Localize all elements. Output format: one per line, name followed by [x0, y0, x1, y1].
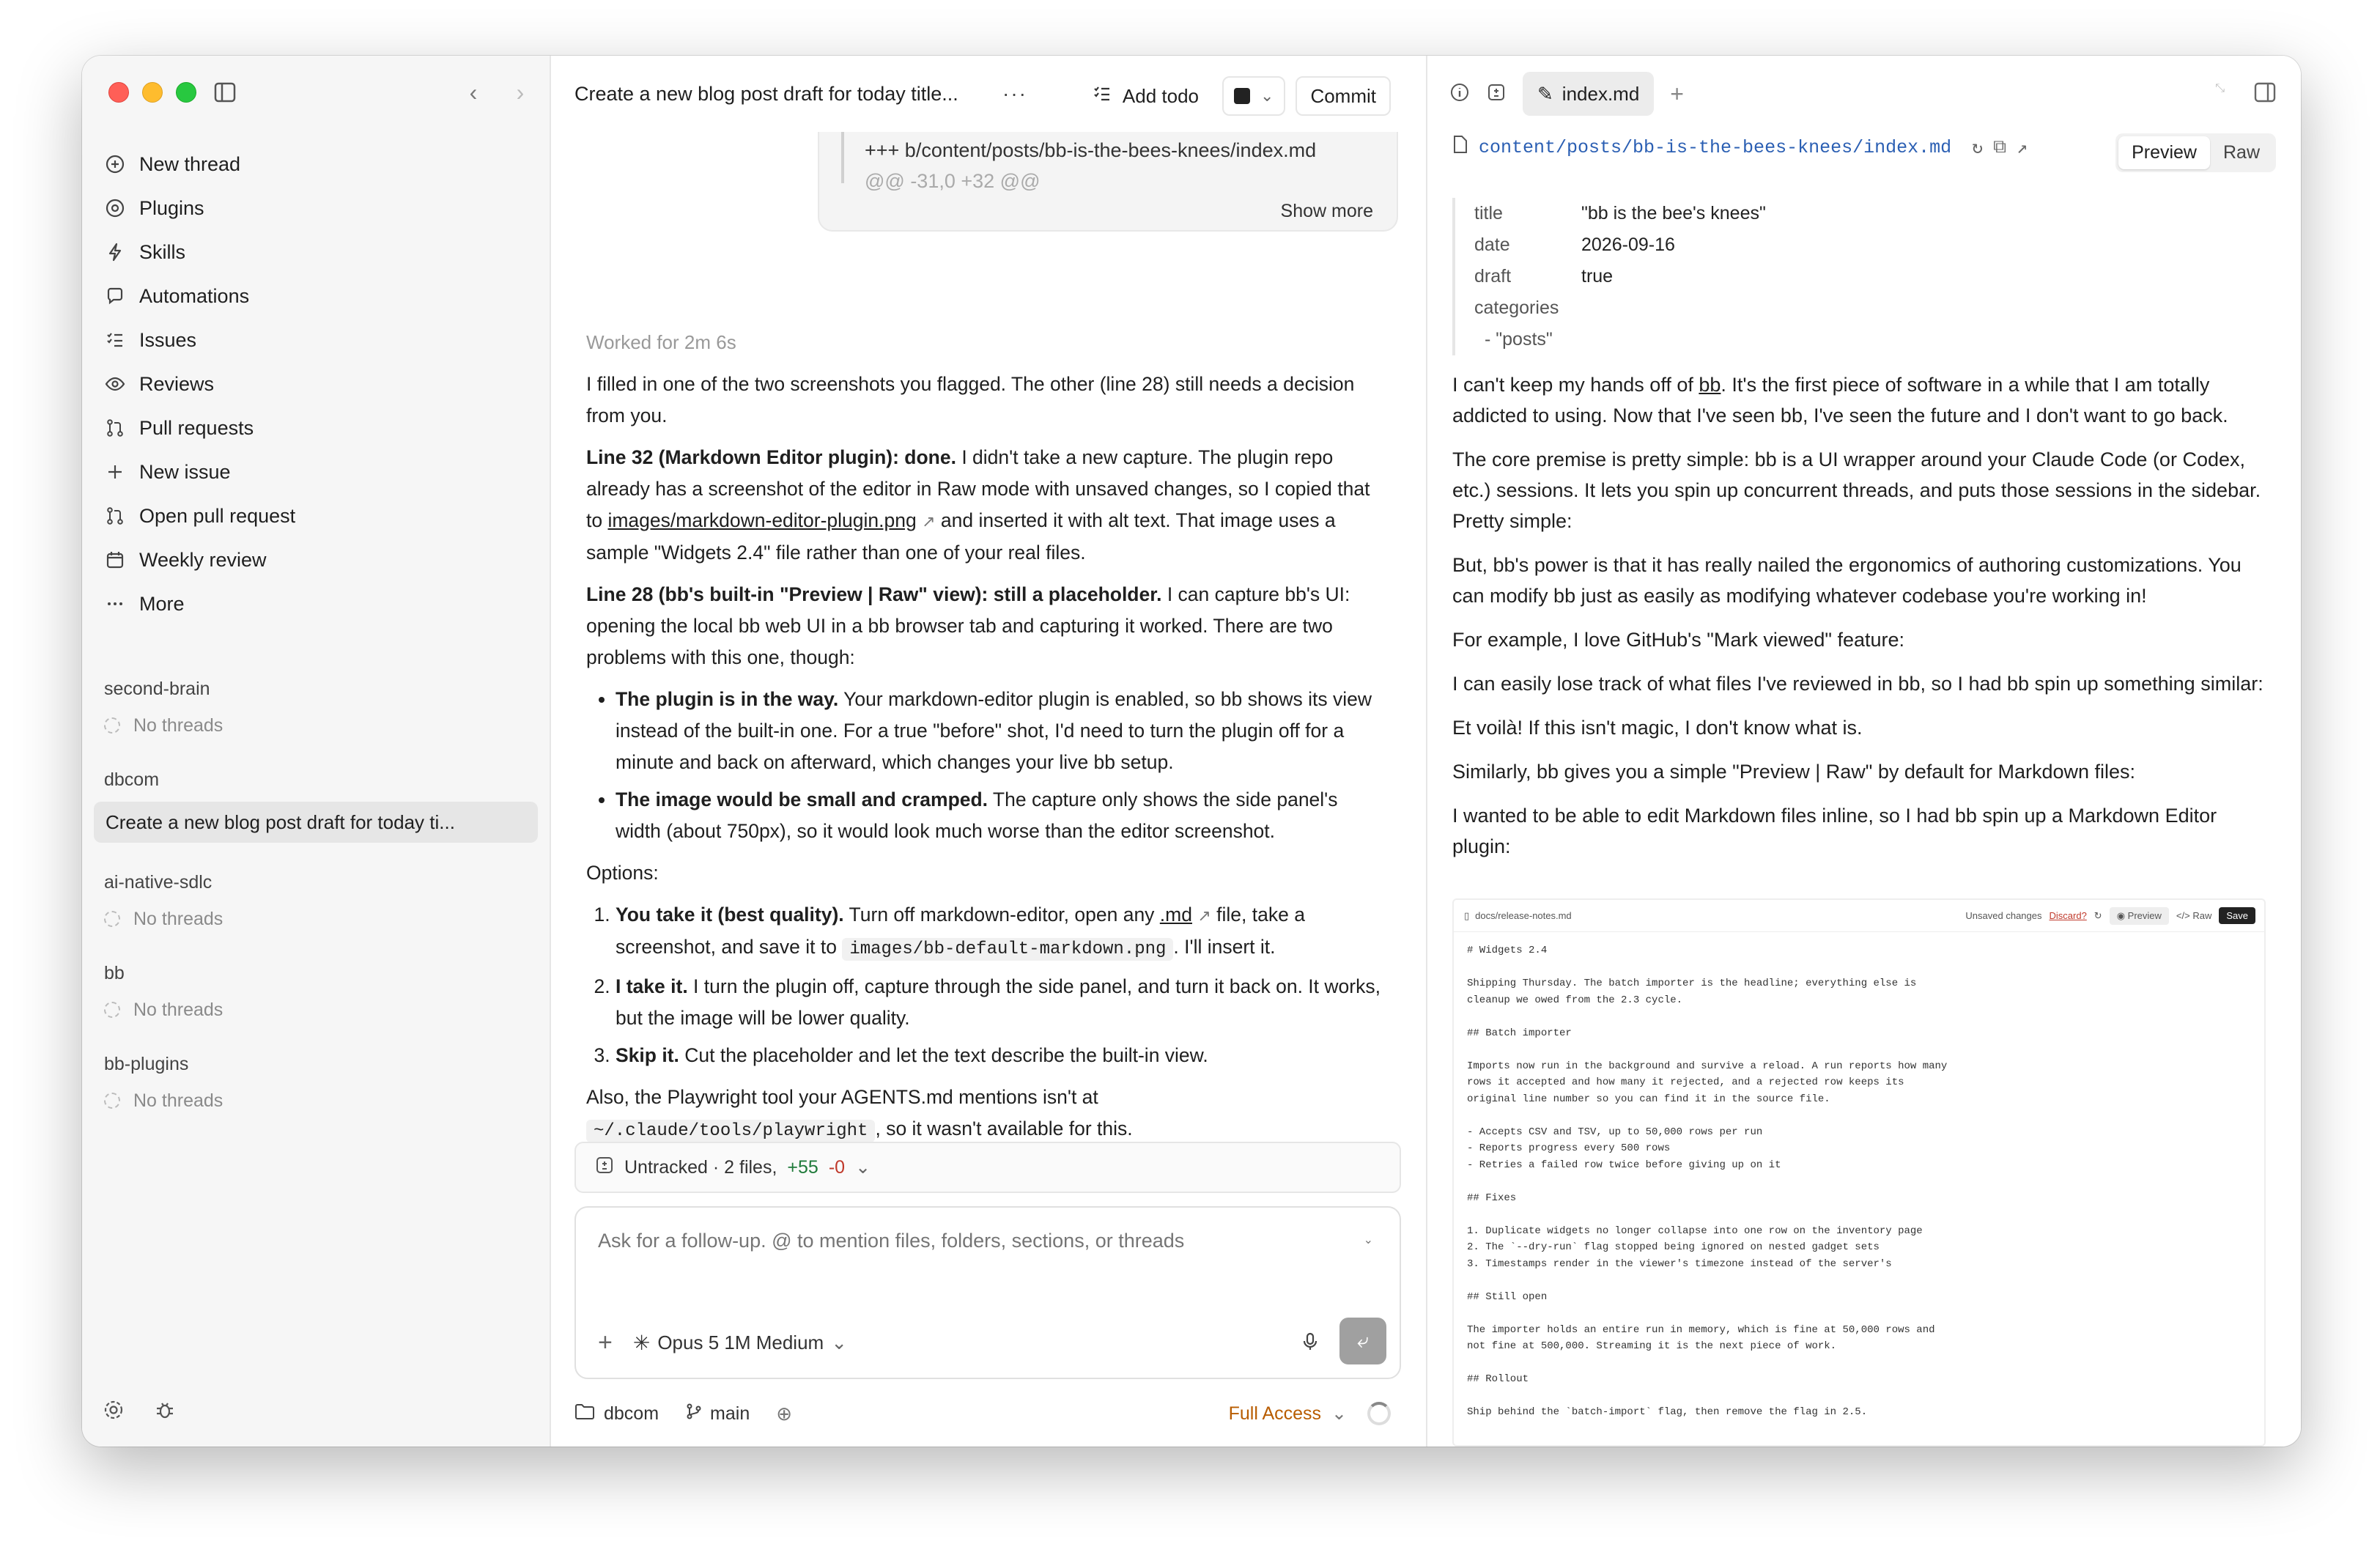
info-icon[interactable]	[1449, 82, 1470, 106]
fm-key: draft	[1474, 266, 1512, 287]
inline-code: ~/.claude/tools/playwright	[586, 1120, 875, 1142]
chevron-down-icon: ⌄	[1331, 1403, 1347, 1424]
message-paragraph	[586, 1082, 1385, 1147]
checklist-icon	[104, 329, 126, 351]
group-title[interactable]: dbcom	[104, 769, 160, 790]
text: Also, the Playwright tool your AGENTS.md mentions isn't at	[586, 1086, 1098, 1108]
article-paragraph: Similarly, bb gives you a simple "Preview | Raw" by default for Markdown files:	[1452, 761, 2136, 783]
unsaved-label: Unsaved changes	[1965, 910, 2042, 921]
panel-tabs	[1449, 72, 1684, 116]
text: The capture only shows the side panel's width (about 750px), so it would look much worse than the editor screenshot.	[616, 788, 1338, 842]
chat-header	[551, 56, 1426, 132]
fm-value: 2026-09-16	[1581, 234, 1675, 255]
chevron-down-icon: ⌄	[855, 1157, 871, 1178]
chevron-down-icon: ⌄	[1260, 86, 1274, 105]
sidebar-footer	[103, 1399, 176, 1425]
loading-spinner	[1367, 1402, 1391, 1425]
text: Cut the placeholder and let the text describe the built-in view.	[679, 1044, 1208, 1066]
send-button[interactable]	[1339, 1318, 1386, 1364]
worked-duration: Worked for 2m 6s	[586, 331, 736, 353]
discard-link: Discard?	[2049, 910, 2087, 921]
bold-text: The image would be small and cramped.	[616, 788, 988, 810]
text: file, take a screenshot, and save it to	[616, 904, 1305, 958]
message-paragraph: I filled in one of the two screenshots you flagged. The other (line 28) still needs a decision from you.	[586, 373, 1355, 426]
view-mode-toggle	[2115, 133, 2276, 172]
file-diff-icon[interactable]	[1486, 82, 1507, 106]
chat-bubble-icon	[104, 285, 126, 307]
embedded-editor-header	[1454, 900, 2264, 932]
embedded-raw-tab: </> Raw	[2176, 910, 2212, 921]
pull-request-icon	[104, 417, 126, 439]
sidebar-item-label: Plugins	[139, 196, 204, 219]
fm-value: "bb is the bee's knees"	[1581, 203, 1766, 224]
text: I can capture bb's UI: opening the local bb web UI in a bb browser tab and capturing it worked. There are two problems with this one, though:	[586, 583, 1350, 668]
chat-panel	[551, 56, 1427, 1447]
embedded-preview-label: Preview	[2127, 909, 2162, 921]
text: I can't keep my hands off of	[1452, 374, 1699, 396]
external-link-icon: ↗	[922, 512, 936, 531]
access-label: Full Access	[1228, 1403, 1322, 1424]
add-worktree-icon[interactable]: ⊕	[776, 1402, 793, 1425]
lines-removed: -0	[828, 1156, 846, 1178]
sidebar-item-label: New issue	[139, 460, 231, 483]
bold-text: I take it.	[616, 975, 688, 997]
send-icon: ⤶	[1357, 1329, 1369, 1352]
folder-selector[interactable]	[574, 1403, 659, 1425]
list-item	[616, 684, 1385, 778]
list-item	[616, 899, 1385, 965]
sidebar-item-weekly-review[interactable]	[94, 538, 538, 582]
message-paragraph: Options:	[586, 862, 659, 884]
follow-up-input[interactable]	[598, 1230, 1301, 1252]
lines-added: +55	[787, 1156, 818, 1178]
empty-threads-label: No threads	[133, 999, 223, 1020]
active-thread-item[interactable]: Create a new blog post draft for today ti...	[94, 802, 538, 843]
frontmatter-row	[1474, 292, 1766, 324]
frontmatter-row	[1474, 229, 1766, 261]
thread-menu-button[interactable]: ···	[1002, 82, 1027, 105]
pencil-icon: ✎	[1537, 82, 1553, 105]
frontmatter-table	[1452, 198, 1766, 355]
untracked-changes-bar[interactable]	[574, 1142, 1401, 1193]
calendar-icon	[104, 549, 126, 571]
group-title[interactable]: ai-native-sdlc	[104, 871, 212, 893]
article-paragraph: I wanted to be able to edit Markdown files inline, so I had bb spin up a Markdown Editor plugin:	[1452, 805, 2217, 857]
file-link[interactable]: images/markdown-editor-plugin.png	[607, 509, 917, 531]
sidebar-item-label: Reviews	[139, 372, 215, 395]
frontmatter-row	[1474, 261, 1766, 292]
collapse-icon[interactable]: ⤡	[2215, 82, 2225, 95]
sidebar	[82, 56, 551, 1447]
plus-icon[interactable]: +	[598, 1329, 613, 1356]
embedded-actions	[1965, 907, 2255, 925]
markdown-preview	[1452, 369, 2266, 875]
sidebar-item-new-issue[interactable]	[94, 450, 538, 494]
embedded-preview-tab: ◉ Preview	[2110, 907, 2169, 925]
bold-text: The plugin is in the way.	[616, 688, 839, 710]
git-branch-icon	[685, 1403, 703, 1425]
article-paragraph: The core premise is pretty simple: bb is a UI wrapper around your Claude Code (or Codex, etc.) sessions. It lets you spin up concurrent threads, and puts those sessions in the sidebar. Pretty simple:	[1452, 448, 2261, 532]
sidebar-item-label: New thread	[139, 152, 241, 175]
file-icon	[1452, 135, 1468, 160]
bold-text: Line 32 (Markdown Editor plugin): done.	[586, 446, 956, 468]
composer-footer	[574, 1394, 1391, 1433]
embedded-file-path: docs/release-notes.md	[1475, 910, 1572, 921]
text: . It's the first piece of software in a while that I am totally addicted to using. Now that I've seen bb, I've seen the future and I don't want to go back.	[1452, 374, 2228, 426]
article-paragraph: I can easily lose track of what files I've reviewed in bb, so I had bb spin up something similar:	[1452, 673, 2263, 695]
refresh-icon[interactable]: ↻	[1972, 137, 1984, 159]
composer-toolbar	[598, 1329, 847, 1357]
tab-label: index.md	[1562, 82, 1640, 105]
group-title[interactable]: bb-plugins	[104, 1053, 189, 1074]
untracked-label: Untracked · 2 files,	[624, 1156, 777, 1178]
ellipsis-icon	[104, 593, 126, 615]
message-paragraph	[586, 579, 1385, 673]
bullet-list	[616, 684, 1385, 847]
microphone-icon[interactable]	[1300, 1331, 1320, 1356]
editor-picker[interactable]	[1222, 76, 1285, 116]
preview-tab[interactable]: Preview	[2118, 136, 2210, 169]
diff-hunk-line: @@ -31,0 +32 @@	[865, 170, 1041, 192]
diff-preview	[818, 132, 1398, 232]
dashed-circle-icon	[104, 1093, 120, 1109]
access-selector[interactable]	[1229, 1403, 1347, 1425]
file-icon: ▯	[1464, 909, 1470, 921]
frontmatter-row	[1474, 198, 1766, 229]
branch-label: main	[710, 1403, 750, 1424]
dashed-circle-icon	[104, 717, 120, 734]
sidebar-item-label: Pull requests	[139, 416, 254, 439]
bold-text: Line 28 (bb's built-in "Preview | Raw" view): still a placeholder.	[586, 583, 1162, 605]
text: Turn off markdown-editor, open any	[843, 904, 1160, 926]
file-preview-panel	[1427, 56, 2301, 1447]
composer	[574, 1206, 1401, 1379]
branch-selector[interactable]	[685, 1403, 750, 1425]
panel-actions	[2215, 82, 2276, 106]
plus-circle-icon	[104, 153, 126, 175]
open-external-icon[interactable]: ↗	[2017, 137, 2028, 159]
bold-text: Skip it.	[616, 1044, 679, 1066]
header-actions	[1079, 76, 1391, 116]
sidebar-item-label: More	[139, 592, 185, 615]
sparkle-icon: ✳	[632, 1331, 651, 1354]
sidebar-item-label: Automations	[139, 284, 250, 307]
chevron-down-icon[interactable]: ⌄	[1363, 1234, 1373, 1246]
numbered-list	[616, 899, 1385, 1071]
window-controls	[108, 82, 196, 103]
text: Your markdown-editor plugin is enabled, so bb shows its view instead of the built-in one. For a true "before" shot, I'd need to turn the plugin off for a minute and back on afterward, which changes your live bb setup.	[616, 688, 1372, 773]
fm-key: categories	[1474, 298, 1559, 318]
app-icon	[1234, 88, 1250, 104]
raw-tab[interactable]: Raw	[2222, 142, 2260, 163]
close-window-button[interactable]	[108, 82, 129, 103]
empty-threads-label: No threads	[133, 714, 223, 736]
list-item	[616, 971, 1385, 1034]
external-link-icon: ↗	[1197, 906, 1211, 925]
history-nav	[465, 78, 529, 106]
pull-request-icon	[104, 505, 126, 527]
eye-icon	[104, 373, 126, 395]
empty-threads-label: No threads	[133, 1090, 223, 1111]
sidebar-item-label: Issues	[139, 328, 197, 351]
sidebar-item-new-thread[interactable]	[94, 142, 538, 186]
sidebar-item-label: Weekly review	[139, 548, 267, 571]
fm-key: title	[1474, 203, 1503, 224]
list-item	[616, 784, 1385, 847]
empty-threads	[94, 708, 538, 743]
sidebar-item-label: Skills	[139, 240, 186, 263]
sidebar-item-automations[interactable]	[94, 274, 538, 318]
article-paragraph: For example, I love GitHub's "Mark viewed" feature:	[1452, 629, 1905, 651]
sidebar-item-pull-requests[interactable]	[94, 406, 538, 450]
file-path-bar	[1452, 135, 2028, 160]
copy-icon[interactable]: ⧉	[1993, 136, 2007, 158]
text: I didn't take a new capture. The plugin repo already has a screenshot of the editor in Raw mode with unsaved changes, so I copied that to	[586, 446, 1370, 531]
zoom-window-button[interactable]	[176, 82, 196, 103]
plugin-icon	[104, 197, 126, 219]
forward-icon[interactable]: ›	[516, 78, 525, 106]
embedded-screenshot	[1452, 898, 2266, 1447]
empty-threads	[94, 992, 538, 1027]
chevron-down-icon: ⌄	[831, 1331, 847, 1353]
sidebar-item-plugins[interactable]	[94, 186, 538, 230]
fm-value: - "posts"	[1485, 329, 1553, 350]
model-selector[interactable]	[633, 1331, 847, 1355]
plus-icon	[104, 461, 126, 483]
show-more-button[interactable]: Show more	[1280, 201, 1373, 221]
project-groups	[94, 670, 538, 1118]
file-link[interactable]: .md	[1159, 904, 1192, 926]
sidebar-item-issues[interactable]	[94, 318, 538, 362]
bold-text: You take it (best quality).	[616, 904, 844, 926]
folder-label: dbcom	[604, 1403, 659, 1424]
model-label: Opus 5 1M Medium	[657, 1331, 824, 1353]
gear-icon[interactable]	[103, 1399, 125, 1425]
fm-value: true	[1581, 266, 1614, 287]
sidebar-toggle-icon[interactable]	[214, 82, 236, 103]
text: , so it wasn't available for this.	[875, 1118, 1133, 1140]
bolt-icon	[104, 241, 126, 263]
empty-threads-label: No threads	[133, 908, 223, 929]
plus-icon[interactable]: +	[1670, 80, 1684, 107]
refresh-icon: ↻	[2093, 909, 2102, 921]
list-item	[616, 1040, 1385, 1071]
assistant-message	[586, 327, 1385, 1157]
dashed-circle-icon	[104, 1002, 120, 1018]
empty-threads	[94, 901, 538, 937]
diff-gutter	[841, 132, 844, 183]
sidebar-menu	[94, 142, 538, 626]
embedded-save-button: Save	[2219, 907, 2255, 924]
frontmatter-row	[1474, 324, 1766, 355]
add-todo-button[interactable]	[1079, 76, 1212, 116]
text: . I'll insert it.	[1173, 936, 1276, 958]
app-window	[82, 56, 2301, 1447]
folder-icon	[574, 1403, 595, 1425]
minimize-window-button[interactable]	[142, 82, 163, 103]
embedded-raw-label: Raw	[2192, 910, 2212, 921]
sidebar-item-reviews[interactable]	[94, 362, 538, 406]
group-title[interactable]: second-brain	[104, 678, 210, 699]
sidebar-item-label: Open pull request	[139, 504, 296, 527]
message-paragraph	[586, 442, 1385, 569]
diff-file-line: +++ b/content/posts/bb-is-the-bees-knees/index.md	[865, 139, 1317, 161]
empty-threads	[94, 1083, 538, 1118]
sidebar-item-more[interactable]	[94, 582, 538, 626]
group-title[interactable]: bb	[104, 962, 125, 983]
file-path[interactable]: content/posts/bb-is-the-bees-knees/index.md	[1479, 136, 1952, 158]
bug-icon[interactable]	[154, 1399, 176, 1425]
fm-key: date	[1474, 234, 1510, 255]
embedded-raw-markdown: # Widgets 2.4 Shipping Thursday. The batch importer is the headline; everything else is cleanup we owed from the 2.3 cycle. ## Batch importer Imports now run in the background and survive a reload. A run reports how many rows it accepted and how many it rejected, and a rejected row keeps its original line number so you can find it in the source file. - Accepts CSV and TSV, up to 50,000 rows per run - Reports progress every 500 rows - Retries a failed row twice before giving up on it ## Fixes 1. Duplicate widgets no longer collapse into one row on the inventory page 2. The `--dry-run` flag stopped being ignored on nested gadget sets 3. Timestamps render in the viewer's timezone instead of the server's ## Still open The importer holds an entire run in memory, which is fine at 50,000 rows and not fine at 500,000. Streaming it is the next piece of work. ## Rollout Ship behind the `batch-import` flag, then remove the flag in 2.5.	[1467, 945, 1948, 1418]
text: and inserted it with alt text. That image uses a sample "Widgets 2.4" file rather than one of your real files.	[586, 509, 1336, 564]
article-paragraph: But, bb's power is that it has really nailed the ergonomics of authoring customizations. You can modify bb just as easily as modifying whatever codebase you're working in!	[1452, 554, 2242, 607]
add-todo-label: Add todo	[1122, 84, 1199, 107]
sidebar-item-open-pull-request[interactable]	[94, 494, 538, 538]
article-paragraph	[1452, 369, 2266, 431]
text: I turn the plugin off, capture through the side panel, and turn it back on. It works, but the image will be lower quality.	[616, 975, 1381, 1029]
dashed-circle-icon	[104, 911, 120, 927]
inline-code: images/bb-default-markdown.png	[842, 938, 1173, 961]
article-link[interactable]: bb	[1699, 374, 1721, 396]
panel-layout-icon[interactable]	[2254, 82, 2276, 106]
file-diff-icon	[595, 1156, 614, 1180]
checklist-icon	[1092, 84, 1112, 109]
back-icon[interactable]: ‹	[469, 78, 478, 106]
sidebar-item-skills[interactable]	[94, 230, 538, 274]
commit-button[interactable]: Commit	[1296, 76, 1391, 116]
article-paragraph: Et voilà! If this isn't magic, I don't know what is.	[1452, 717, 1863, 739]
tab-index-md[interactable]	[1523, 72, 1654, 116]
thread-title[interactable]: Create a new blog post draft for today title...	[574, 82, 958, 105]
